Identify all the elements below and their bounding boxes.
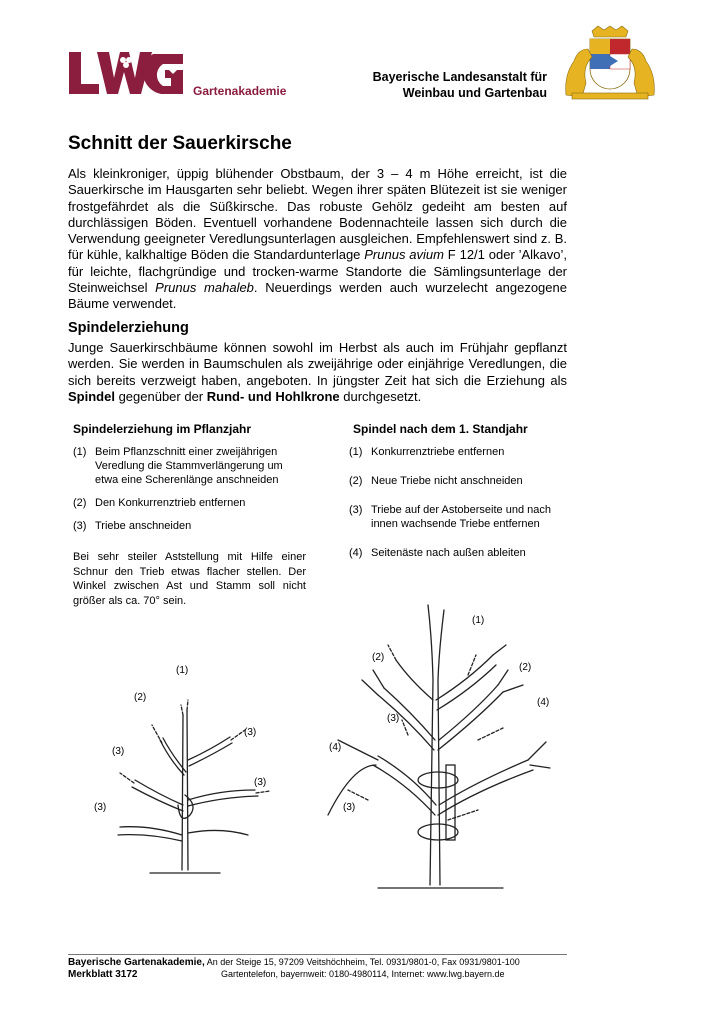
right-column-heading: Spindel nach dem 1. Standjahr xyxy=(353,422,528,436)
fig2-label: (4) xyxy=(537,697,550,708)
list-item: (1) Beim Pflanzschnitt einer zweijährigen Veredlung die Stammverlängerung um etwa eine Scherenlänge anschneiden xyxy=(73,446,283,486)
tree-illustration-after-first-year xyxy=(318,600,563,890)
left-steps-list xyxy=(73,445,308,533)
footer-divider xyxy=(68,954,567,955)
footer-line2 xyxy=(68,969,505,980)
fig1-label: (1) xyxy=(176,665,189,676)
fig2-label: (2) xyxy=(519,662,532,673)
fig1-label: (3) xyxy=(94,802,107,813)
gartenakademie-label: Gartenakademie xyxy=(193,84,287,98)
bavarian-coat-of-arms xyxy=(562,25,658,101)
section-paragraph: Junge Sauerkirschbäume können sowohl im Herbst als auch im Frühjahr gepflanzt werden. Sie werden in Baumschulen als zweijährige oder einjährige Veredlungen, die sich bereits verzweigt haben, angeboten. In jüngster Zeit hat sich die Erziehung als Spindel gegenüber der Rund- und Hohlkrone durchgesetzt. xyxy=(68,340,567,404)
list-item: (3) Triebe anschneiden xyxy=(73,520,192,532)
fig2-label: (3) xyxy=(387,713,400,724)
fig1-label: (3) xyxy=(254,777,267,788)
institution-line1: Bayerische Landesanstalt für xyxy=(372,70,547,84)
fig1-label: (2) xyxy=(134,692,147,703)
left-note: Bei sehr steiler Aststellung mit Hilfe einer Schnur den Trieb etwas flacher stellen. Der Winkel zwischen Ast und Stamm soll nicht größer als ca. 70° sein. xyxy=(73,551,306,607)
footer-line1: Bayerische Gartenakademie, An der Steige 15, 97209 Veitshöchheim, Tel. 0931/9801-0, Fax 0931/9801-100 xyxy=(68,957,520,968)
fig2-label: (3) xyxy=(343,802,356,813)
fig2-label: (4) xyxy=(329,742,342,753)
list-item: (4) Seitenäste nach außen ableiten xyxy=(349,547,526,559)
section-heading: Spindelerziehung xyxy=(68,320,189,336)
list-item: (1) Konkurrenztriebe entfernen xyxy=(349,446,505,458)
page-title: Schnitt der Sauerkirsche xyxy=(68,133,292,154)
institution-name xyxy=(373,69,547,101)
fig2-label: (1) xyxy=(472,615,485,626)
intro-paragraph: Als kleinkroniger, üppig blühender Obstbaum, der 3 – 4 m Höhe erreicht, ist die Sauerkirsche im Hausgarten sehr beliebt. Wegen ihrer späten Blütezeit ist sie weniger frostgefährdet als die Süßkirsche. Das robuste Gehölz gedeiht am besten auf durchlässigen Böden. Eventuell vorhandene Bodennachteile lassen sich durch die Verwendung geeigneter Veredlungsunterlagen ausgleichen. Empfehlenswert sind z. B. für kühle, kalkhaltige Böden die Standardunterlage Prunus avium F 12/1 oder ’Alkavo’, für leichte, flachgründige und trocken-warme Standorte die Sämlingsunterlage der Steinweichsel Prunus mahaleb. Neuerdings werden auch wurzelecht angezogene Bäume verwendet. xyxy=(68,166,567,312)
list-item: (2) Den Konkurrenztrieb entfernen xyxy=(73,497,246,509)
right-steps-list xyxy=(349,445,564,560)
lwg-logo xyxy=(67,50,185,96)
fig2-label: (2) xyxy=(372,652,385,663)
tree-illustration-planting-year xyxy=(90,655,300,875)
merkblatt-number: Merkblatt 3172 xyxy=(68,969,138,980)
left-column-heading: Spindelerziehung im Pflanzjahr xyxy=(73,422,252,436)
institution-line2: Weinbau und Gartenbau xyxy=(402,86,547,100)
list-item: (2) Neue Triebe nicht anschneiden xyxy=(349,475,523,487)
fig1-label: (3) xyxy=(244,727,257,738)
list-item: (3) Triebe auf der Astoberseite und nach innen wachsende Triebe entfernen xyxy=(349,504,551,530)
fig1-label: (3) xyxy=(112,746,125,757)
footer-contact: Gartentelefon, bayernweit: 0180-4980114, Internet: www.lwg.bayern.de xyxy=(221,969,505,979)
